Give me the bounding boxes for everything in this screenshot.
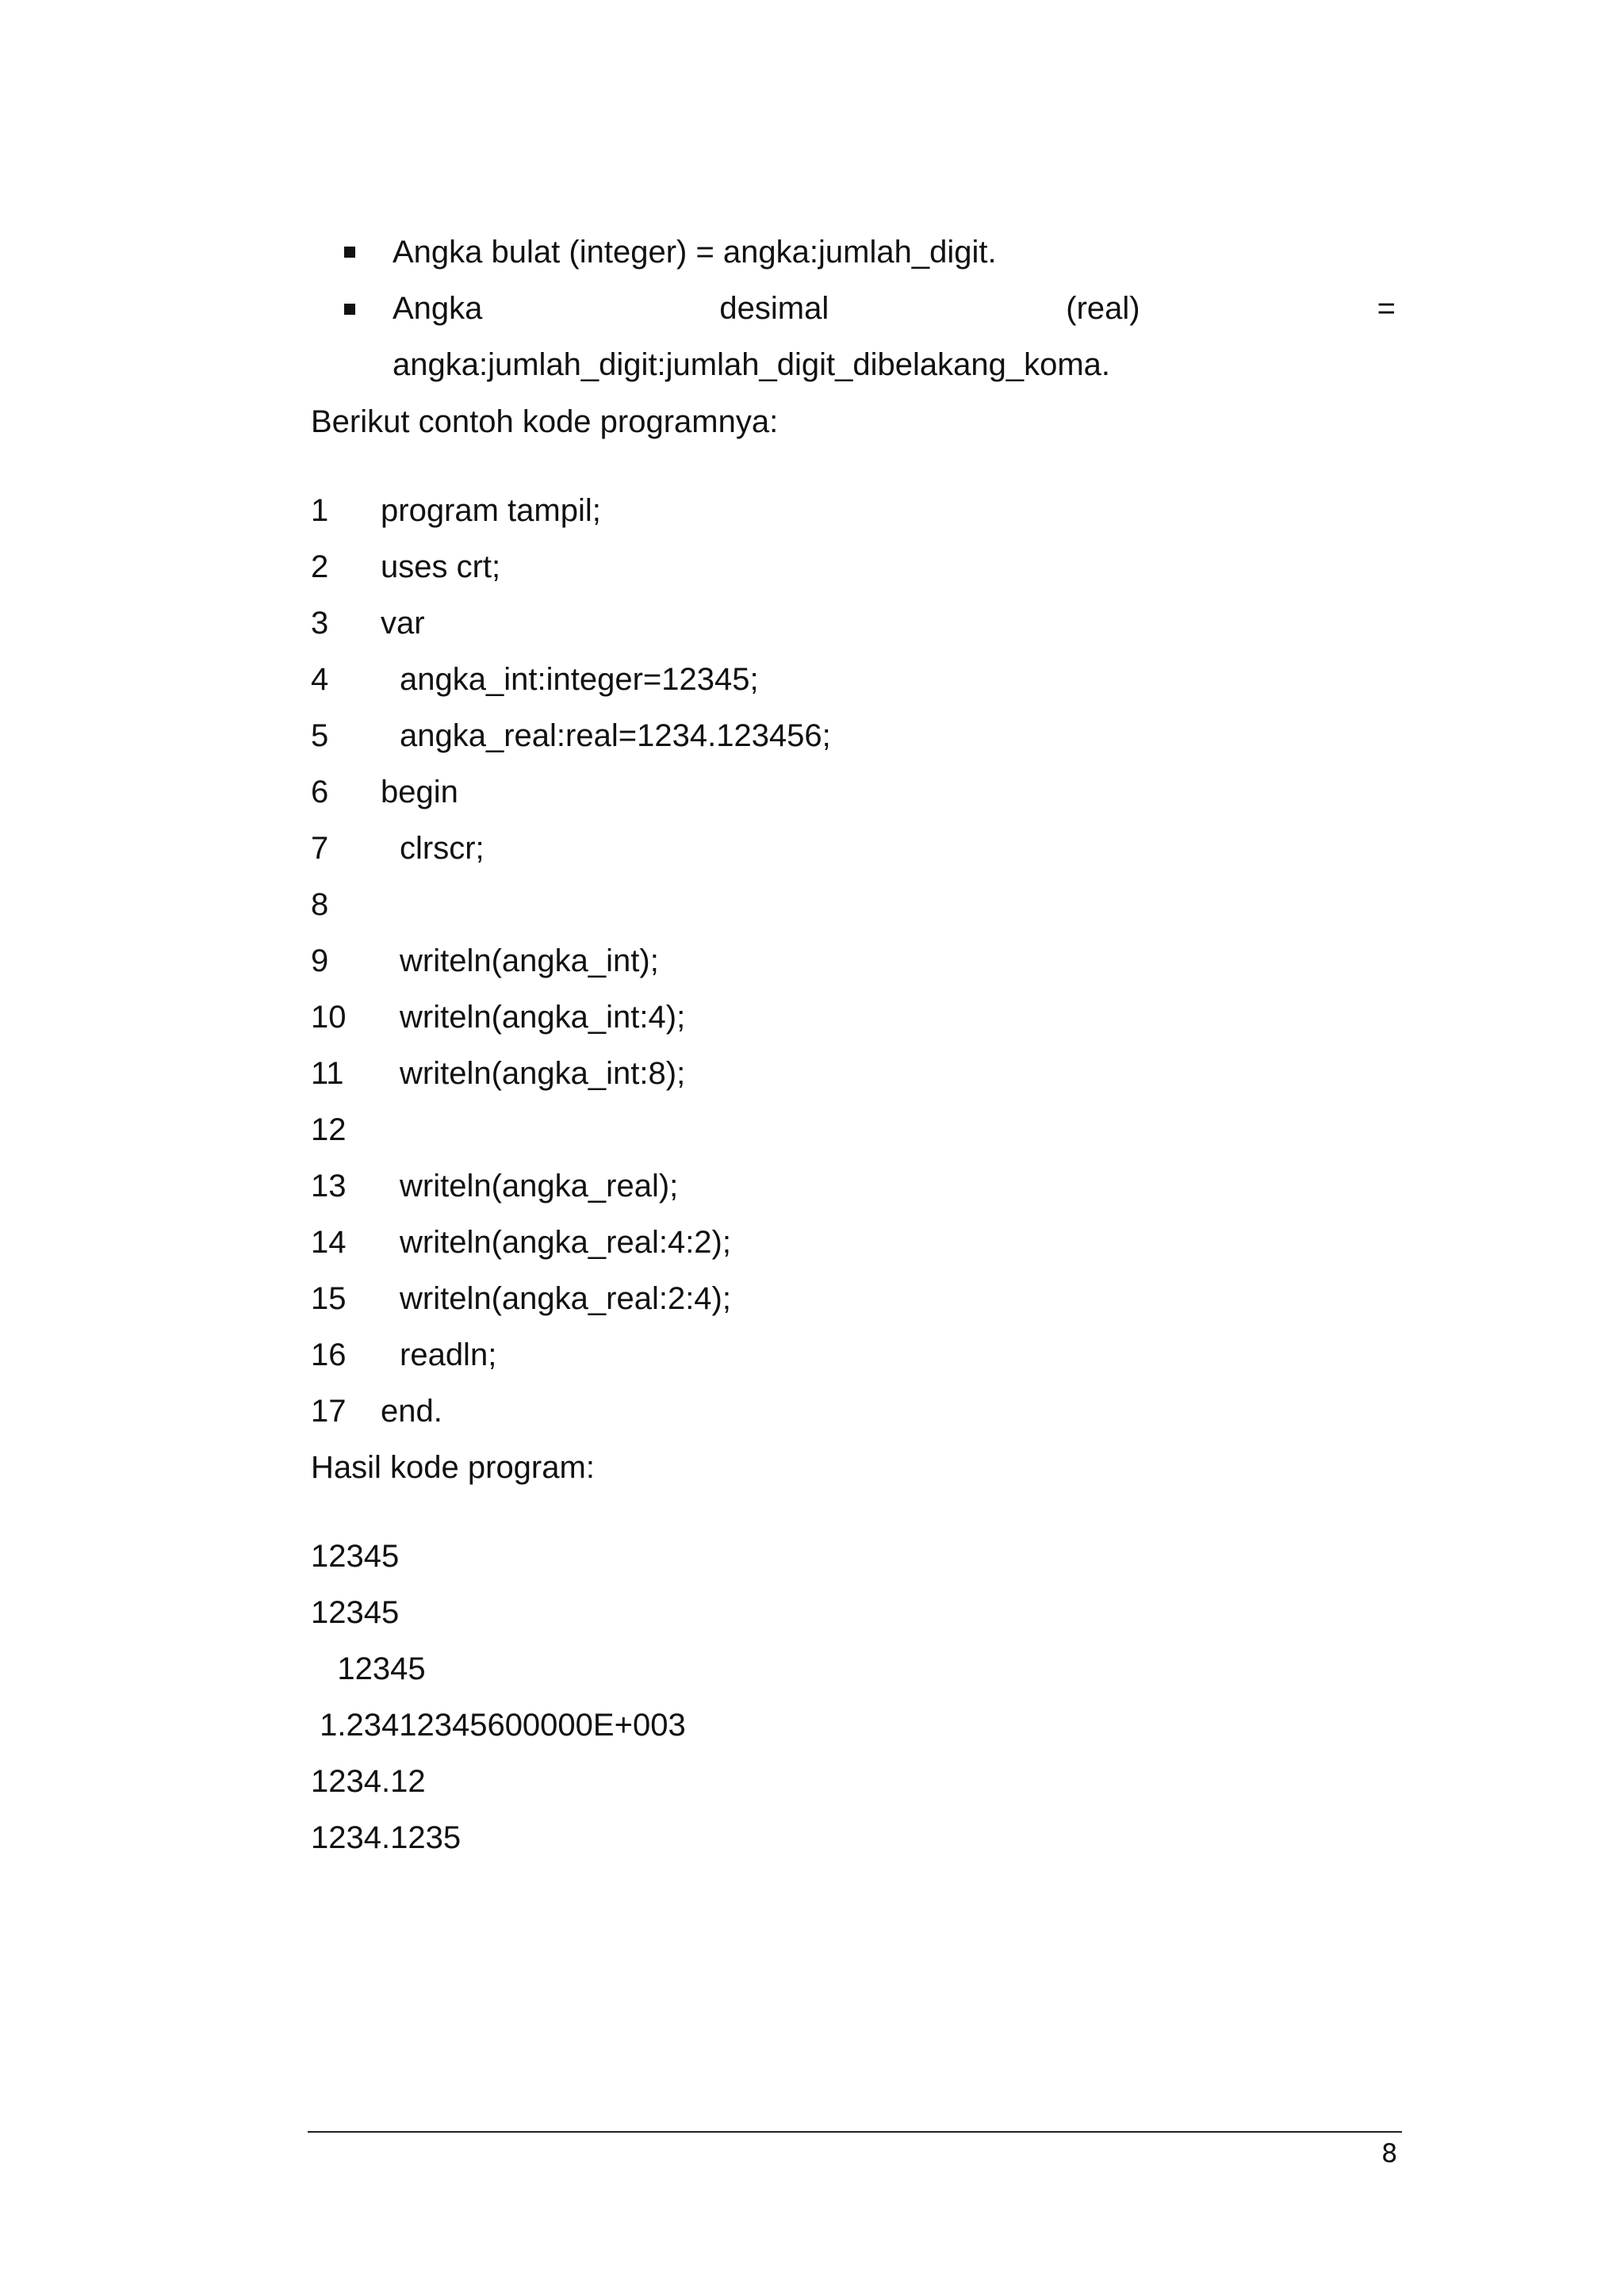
line-number: 6 <box>311 775 329 809</box>
bullet-marker <box>344 247 355 258</box>
code-text: writeln(angka_int); <box>400 943 659 978</box>
line-number: 2 <box>311 549 329 584</box>
line-number: 5 <box>311 718 329 753</box>
code-text: writeln(angka_int:4); <box>400 1000 686 1035</box>
line-number: 7 <box>311 831 329 866</box>
code-line <box>311 941 1421 981</box>
bullet-word: Angka <box>393 291 483 326</box>
code-line <box>311 1279 1421 1318</box>
line-number: 10 <box>311 1000 347 1035</box>
code-line <box>311 1166 1421 1206</box>
code-text: writeln(angka_int:8); <box>400 1056 686 1091</box>
page-number: 8 <box>1381 2138 1398 2168</box>
code-line <box>311 1054 1421 1093</box>
bullet-item-real-continuation: angka:jumlah_digit:jumlah_digit_dibelakang_koma. <box>393 347 1111 382</box>
output-line: 1234.1235 <box>311 1820 462 1855</box>
code-line <box>311 547 1421 587</box>
code-line <box>311 828 1421 868</box>
code-text: writeln(angka_real); <box>400 1169 679 1203</box>
code-text: end. <box>381 1394 442 1429</box>
code-text: uses crt; <box>381 549 501 584</box>
bullet-item-real <box>393 289 1396 328</box>
bullet-item-integer: Angka bulat (integer) = angka:jumlah_digit. <box>393 235 997 270</box>
code-line <box>311 491 1421 530</box>
line-number: 15 <box>311 1281 347 1316</box>
line-number: 16 <box>311 1337 347 1372</box>
code-line <box>311 603 1421 643</box>
code-text: program tampil; <box>381 493 601 528</box>
output-line: 12345 <box>311 1539 400 1574</box>
line-number: 1 <box>311 493 329 528</box>
code-line <box>311 997 1421 1037</box>
code-line <box>311 1110 1421 1150</box>
output-line: 1234.12 <box>311 1764 426 1799</box>
bullet-marker <box>344 304 355 315</box>
code-text: writeln(angka_real:4:2); <box>400 1225 731 1260</box>
line-number: 14 <box>311 1225 347 1260</box>
code-line <box>311 660 1421 699</box>
code-text: angka_int:integer=12345; <box>400 662 759 697</box>
output-intro-paragraph: Hasil kode program: <box>311 1450 595 1485</box>
output-line: 1.23412345600000E+003 <box>311 1708 686 1743</box>
code-text: var <box>381 606 425 641</box>
line-number: 13 <box>311 1169 347 1203</box>
output-line: 12345 <box>311 1595 400 1630</box>
code-line <box>311 772 1421 812</box>
code-text: readln; <box>400 1337 497 1372</box>
bullet-word: = <box>1377 291 1396 326</box>
line-number: 11 <box>311 1056 344 1091</box>
footer-divider <box>308 2131 1402 2133</box>
line-number: 9 <box>311 943 329 978</box>
line-number: 8 <box>311 887 329 922</box>
code-text: clrscr; <box>400 831 485 866</box>
code-text: angka_real:real=1234.123456; <box>400 718 831 753</box>
bullet-word: desimal <box>719 291 829 326</box>
code-text: writeln(angka_real:2:4); <box>400 1281 731 1316</box>
line-number: 12 <box>311 1112 347 1147</box>
line-number: 17 <box>311 1394 347 1429</box>
code-line <box>311 1391 1421 1431</box>
code-line <box>311 1335 1421 1375</box>
code-line <box>311 1223 1421 1262</box>
code-text: begin <box>381 775 458 809</box>
code-line <box>311 885 1421 924</box>
line-number: 4 <box>311 662 329 697</box>
code-intro-paragraph: Berikut contoh kode programnya: <box>311 404 779 439</box>
bullet-word: (real) <box>1066 291 1140 326</box>
code-line <box>311 716 1421 756</box>
line-number: 3 <box>311 606 329 641</box>
output-line: 12345 <box>311 1651 426 1686</box>
